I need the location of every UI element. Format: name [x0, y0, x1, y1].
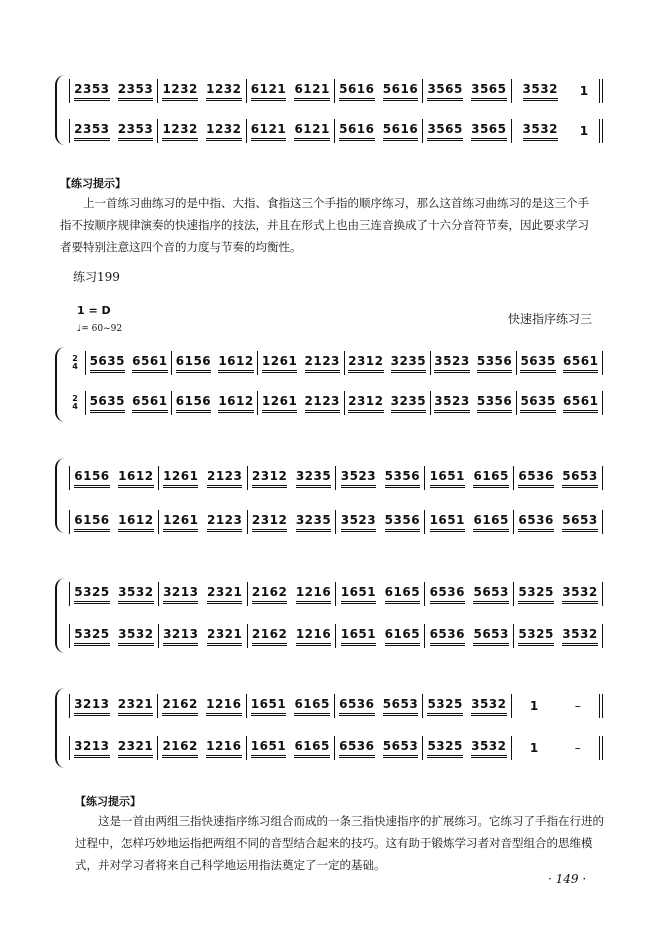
measure: [69, 582, 159, 606]
time-signature: [69, 355, 81, 371]
note-group: 3532: [562, 627, 597, 646]
note-group: 2123: [207, 469, 242, 488]
note-group: 2162: [252, 585, 287, 604]
note-group: 1216: [206, 739, 241, 758]
note-group: 3523: [341, 513, 376, 532]
note-group: 2321: [118, 697, 153, 716]
note-group: 2123: [207, 513, 242, 532]
note-group: 3532: [118, 585, 153, 604]
note-group: 5325: [74, 585, 109, 604]
note-group: 1232: [162, 122, 197, 141]
tip1-heading: 【练习提示】: [60, 177, 126, 190]
measure: [69, 736, 158, 760]
measure: [514, 624, 603, 648]
measure: [336, 624, 425, 648]
measure: [425, 510, 514, 534]
tip2-heading: 【练习提示】: [75, 795, 141, 808]
measure: [159, 466, 248, 490]
note-group: 1612: [218, 394, 253, 413]
note-group: 2312: [252, 513, 287, 532]
note-group: 5616: [383, 122, 418, 141]
measure: [512, 694, 603, 718]
note-group: 6536: [430, 585, 465, 604]
note-group: 6156: [74, 469, 109, 488]
measure: [159, 624, 248, 648]
note-group: 5635: [520, 394, 555, 413]
measure: [247, 694, 335, 718]
note-group: 5325: [427, 697, 462, 716]
note-group: 1232: [206, 122, 241, 141]
note-group: 6536: [430, 627, 465, 646]
measure: [423, 736, 511, 760]
measure: [514, 582, 603, 606]
note-group: 6121: [251, 122, 286, 141]
key-signature: 1 = D: [77, 304, 111, 317]
time-signature-top: 2: [72, 354, 78, 363]
staff-row: [69, 466, 603, 490]
note-group: 1261: [262, 394, 297, 413]
note-group: 6165: [385, 585, 420, 604]
note-group: 6536: [518, 513, 553, 532]
note-group: 6561: [563, 354, 598, 373]
note-group: 3213: [74, 739, 109, 758]
staff-3: [55, 578, 603, 653]
note-group: 1232: [206, 82, 241, 101]
measure: [158, 119, 246, 143]
note-group: 2353: [74, 82, 109, 101]
note-group: 6165: [473, 469, 508, 488]
measure: [425, 624, 514, 648]
staff-4: [55, 688, 603, 768]
staff-row: [69, 119, 603, 143]
time-signature: [69, 395, 81, 411]
note-group: 1651: [341, 585, 376, 604]
note-group: 3523: [434, 354, 469, 373]
note-group: 2123: [305, 354, 340, 373]
measure: [69, 119, 158, 143]
note-group: 6156: [74, 513, 109, 532]
note-group: 6156: [176, 394, 211, 413]
staff-row: [69, 510, 603, 534]
note-group: 3565: [471, 122, 506, 141]
note-group: 1651: [430, 469, 465, 488]
staff-brace: [55, 578, 67, 653]
measure: [258, 391, 344, 415]
note-group: 3565: [471, 82, 506, 101]
note-group: 5653: [383, 739, 418, 758]
note-group: 6561: [563, 394, 598, 413]
note-group: 6165: [473, 513, 508, 532]
measure: [247, 736, 335, 760]
note-group: 3235: [391, 354, 426, 373]
note-group: 5653: [383, 697, 418, 716]
note-group: 6165: [294, 739, 329, 758]
measure: [517, 391, 603, 415]
note-group: 2321: [207, 627, 242, 646]
note-group: 5356: [477, 394, 512, 413]
note-group: 2353: [118, 82, 153, 101]
measure: [336, 510, 425, 534]
measure: [258, 351, 344, 375]
time-signature-bottom: 4: [72, 362, 78, 371]
note-group: 6561: [132, 394, 167, 413]
note-group: 1216: [206, 697, 241, 716]
measure: [425, 466, 514, 490]
note-group: 2312: [348, 394, 383, 413]
tempo-marking: ♩= 60~92: [77, 324, 123, 334]
measure: [517, 351, 603, 375]
note-group: 1612: [118, 469, 153, 488]
note-group: 5653: [473, 627, 508, 646]
staff-row: [69, 624, 603, 648]
note-group: 5635: [90, 354, 125, 373]
measure: [423, 79, 511, 103]
measure: [248, 466, 337, 490]
measure: [345, 391, 431, 415]
note-group: 5356: [385, 469, 420, 488]
staff-row: [69, 582, 603, 606]
note-group: 1261: [163, 513, 198, 532]
note-group: 6561: [132, 354, 167, 373]
staff-row: [69, 351, 603, 375]
note-group: 1232: [162, 82, 197, 101]
note-group: 1612: [118, 513, 153, 532]
staff-brace: [55, 688, 67, 768]
note-group: 6536: [339, 697, 374, 716]
note-group: 1: [579, 84, 589, 98]
measure: [248, 510, 337, 534]
note-group: 1216: [296, 627, 331, 646]
staff-brace: [55, 347, 67, 422]
note-group: 6536: [518, 469, 553, 488]
note-group: 6536: [339, 739, 374, 758]
staff-row: [69, 79, 603, 103]
note-group: 3565: [427, 122, 462, 141]
note-group: 2353: [118, 122, 153, 141]
sustain-dash: –: [574, 741, 581, 755]
note-group: 6121: [251, 82, 286, 101]
note-group: 3532: [118, 627, 153, 646]
measure: [69, 466, 159, 490]
note-group: 1216: [296, 585, 331, 604]
time-signature-top: 2: [72, 394, 78, 403]
note-group: 6121: [294, 122, 329, 141]
note-group: 2312: [348, 354, 383, 373]
note-group: 3565: [427, 82, 462, 101]
measure: [158, 736, 246, 760]
note-group: 3532: [471, 697, 506, 716]
exercise-title: 练习199: [73, 270, 120, 284]
note-group: 5653: [562, 513, 597, 532]
note-group: 1651: [251, 739, 286, 758]
note-group: 3235: [296, 513, 331, 532]
measure: [69, 624, 159, 648]
note-group: 3213: [74, 697, 109, 716]
measure: [159, 510, 248, 534]
note-group: 5325: [427, 739, 462, 758]
measure: [336, 466, 425, 490]
measure: [335, 736, 423, 760]
measure: [512, 119, 603, 143]
tip1-text: 上一首练习曲练习的是中指、大指、食指这三个手指的顺序练习，那么这首练习曲练习的是这三个手指不按顺序规律演奏的快速指序的技法，并且在形式上也由三连音换成了十六分音符节奏，因此要求学习者要特别注意这四个音的力度与节奏的均衡性。: [60, 196, 589, 254]
note-group: 3532: [523, 82, 558, 101]
note-group: 3213: [163, 627, 198, 646]
staff-brace: [55, 75, 67, 145]
measure: [423, 119, 511, 143]
staff-row: [69, 391, 603, 415]
note-group: 5356: [385, 513, 420, 532]
measure: [431, 391, 517, 415]
note-group: 1: [529, 699, 539, 713]
staff-row: [69, 694, 603, 718]
note-group: 2162: [162, 697, 197, 716]
measure: [69, 79, 158, 103]
staff-brace: [55, 458, 67, 533]
measure: [248, 582, 337, 606]
note-group: 5356: [477, 354, 512, 373]
note-group: 1651: [251, 697, 286, 716]
measure: [85, 351, 172, 375]
note-group: 3532: [562, 585, 597, 604]
note-group: 3235: [391, 394, 426, 413]
measure: [172, 391, 258, 415]
exercise-subtitle: 快速指序练习三: [508, 312, 593, 326]
note-group: 2162: [252, 627, 287, 646]
note-group: 5653: [473, 585, 508, 604]
note-group: 1: [579, 124, 589, 138]
measure: [512, 79, 603, 103]
note-group: 1651: [341, 627, 376, 646]
note-group: 5635: [90, 394, 125, 413]
measure: [248, 624, 337, 648]
measure: [423, 694, 511, 718]
note-group: 3213: [163, 585, 198, 604]
measure: [512, 736, 603, 760]
note-group: 1612: [218, 354, 253, 373]
note-group: 3532: [523, 122, 558, 141]
note-group: 6156: [176, 354, 211, 373]
note-group: 2321: [207, 585, 242, 604]
note-group: 1261: [163, 469, 198, 488]
measure: [158, 79, 246, 103]
measure: [345, 351, 431, 375]
note-group: 5653: [562, 469, 597, 488]
note-group: 5616: [339, 122, 374, 141]
measure: [335, 79, 423, 103]
measure: [158, 694, 246, 718]
measure: [425, 582, 514, 606]
note-group: 6165: [294, 697, 329, 716]
page-number: · 149 ·: [548, 872, 587, 886]
note-group: 6165: [385, 627, 420, 646]
note-group: 3523: [341, 469, 376, 488]
measure: [69, 510, 159, 534]
measure: [431, 351, 517, 375]
note-group: 6121: [294, 82, 329, 101]
note-group: 1: [529, 741, 539, 755]
tip2-text: 这是一首由两组三指快速指序练习组合而成的一条三指快速指序的扩展练习。它练习了手指在行进的过程中，怎样巧妙地运指把两组不同的音型结合起来的技巧。这有助于锻炼学习者对音型组合的思维模式，并对学习者将来自己科学地运用指法奠定了一定的基础。: [75, 814, 604, 872]
note-group: 5325: [518, 627, 553, 646]
note-group: 3523: [434, 394, 469, 413]
measure: [335, 119, 423, 143]
note-group: 2123: [305, 394, 340, 413]
note-group: 2353: [74, 122, 109, 141]
measure: [159, 582, 248, 606]
note-group: 5635: [520, 354, 555, 373]
note-group: 3235: [296, 469, 331, 488]
measure: [335, 694, 423, 718]
staff-row: [69, 736, 603, 760]
measure: [514, 466, 603, 490]
measure: [336, 582, 425, 606]
sustain-dash: –: [574, 699, 581, 713]
staff-top: [55, 75, 603, 145]
note-group: 1651: [430, 513, 465, 532]
note-group: 5616: [339, 82, 374, 101]
note-group: 1261: [262, 354, 297, 373]
staff-1: [55, 347, 603, 422]
measure: [69, 694, 158, 718]
measure: [247, 119, 335, 143]
note-group: 3532: [471, 739, 506, 758]
measure: [85, 391, 172, 415]
measure: [514, 510, 603, 534]
note-group: 2162: [162, 739, 197, 758]
measure: [247, 79, 335, 103]
note-group: 5616: [383, 82, 418, 101]
measure: [172, 351, 258, 375]
staff-2: [55, 458, 603, 533]
note-group: 5325: [518, 585, 553, 604]
note-group: 2312: [252, 469, 287, 488]
note-group: 2321: [118, 739, 153, 758]
time-signature-bottom: 4: [72, 402, 78, 411]
note-group: 5325: [74, 627, 109, 646]
